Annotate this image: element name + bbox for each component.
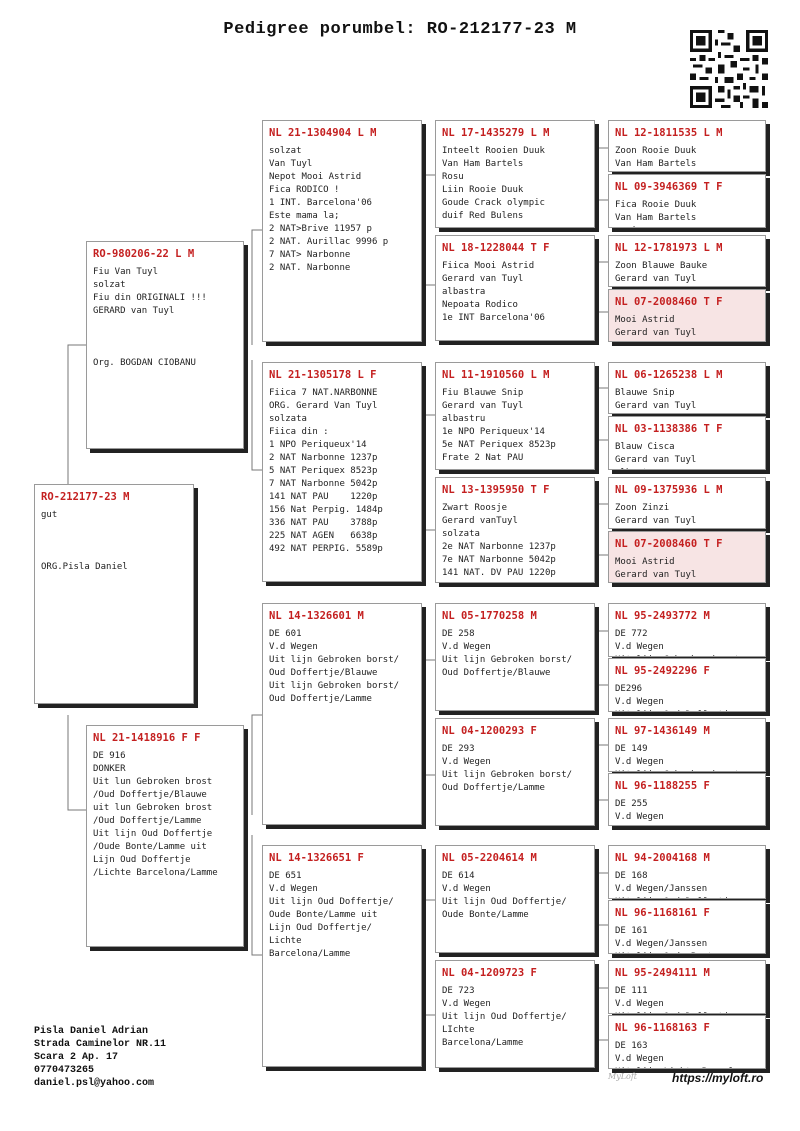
pigeon-info: Fiu Blauwe Snip Gerard van Tuyl albastru 1e NPO Periqueux'14 5e NAT Periquex 8523p Frate 2 Nat PAU (442, 388, 556, 463)
ring-number: NL 21-1418916 F F (93, 732, 201, 744)
pedigree-card-gen5[interactable] (608, 603, 766, 657)
page-title: Pedigree porumbel: RO-212177-23 M (223, 20, 577, 39)
pedigree-card-gen5[interactable] (608, 773, 766, 826)
owner-phone: 0770473265 (34, 1065, 95, 1076)
pigeon-info: DE296 V.d Wegen (615, 684, 664, 707)
pedigree-card-gen4[interactable] (435, 235, 595, 341)
pigeon-info: DE 651 V.d Wegen Uit lijn Oud Doffertje/ Oude Bonte/Lamme uit Lijn Oud Doffertje/ Lichte Barcelona/Lamme (269, 871, 394, 959)
pedigree-card-gen3[interactable] (262, 120, 422, 342)
pigeon-info: DE 149 V.d Wegen (615, 744, 664, 767)
pedigree-card-gen5[interactable] (608, 845, 766, 899)
pigeon-info: Zoon Zinzi Gerard van Tuyl (615, 503, 697, 526)
pigeon-info: Zwart Roosje Gerard vanTuyl solzata 2e NAT Narbonne 1237p 7e NAT Narbonne 5042p 141 NAT. DV PAU 1220p (442, 503, 556, 578)
pedigree-card-gen5[interactable] (608, 658, 766, 712)
ring-number: NL 96-1168163 F (615, 1022, 710, 1034)
pedigree-card-gen3[interactable] (262, 603, 422, 825)
pigeon-info: gut ORG.Pisla Daniel (41, 510, 128, 572)
ring-number: NL 12-1781973 L M (615, 242, 723, 254)
ring-number: NL 95-2494111 M (615, 967, 710, 979)
ring-number: NL 17-1435279 L M (442, 127, 550, 139)
pedigree-card-gen5[interactable] (608, 120, 766, 172)
ring-number: NL 95-2493772 M (615, 610, 710, 622)
pigeon-info: DE 161 V.d Wegen/Janssen (615, 926, 708, 949)
pedigree-card-gen5[interactable] (608, 235, 766, 287)
ring-number: NL 05-2204614 M (442, 852, 537, 864)
pigeon-info: Mooi Astrid Gerard van Tuyl (615, 315, 697, 338)
ring-number: NL 21-1304904 L M (269, 127, 377, 139)
pigeon-info: Zoon Rooie Duuk Van Ham Bartels (615, 146, 697, 169)
ring-number: NL 95-2492296 F (615, 665, 710, 677)
ring-number: NL 96-1168161 F (615, 907, 710, 919)
owner-contact-block (34, 1025, 166, 1090)
ring-number: NL 07-2008460 T F (615, 296, 723, 308)
ring-number: NL 94-2004168 M (615, 852, 710, 864)
pedigree-card-gen4[interactable] (435, 960, 595, 1068)
pedigree-card-gen5[interactable] (608, 174, 766, 228)
owner-name: Pisla Daniel Adrian (34, 1026, 149, 1037)
ring-number: NL 04-1209723 F (442, 967, 537, 979)
pigeon-info: DE 168 V.d Wegen/Janssen (615, 871, 708, 894)
pigeon-info: Fiica Mooi Astrid Gerard van Tuyl albastra Nepoata Rodico 1e INT Barcelona'06 (442, 261, 545, 323)
ring-number: NL 12-1811535 L M (615, 127, 723, 139)
ring-number: NL 97-1436149 M (615, 725, 710, 737)
pedigree-card-dam[interactable] (86, 725, 244, 947)
ring-number: NL 09-1375936 L M (615, 484, 723, 496)
pedigree-card-gen3[interactable] (262, 362, 422, 582)
pigeon-info: Blauw Cisca Gerard van Tuyl (615, 442, 697, 465)
pedigree-card-gen5[interactable] (608, 416, 766, 470)
ring-number: NL 07-2008460 T F (615, 538, 723, 550)
pedigree-card-gen4[interactable] (435, 718, 595, 826)
pigeon-info: DE 293 V.d Wegen Uit lijn Gebroken borst/ Oud Doffertje/Lamme (442, 744, 573, 793)
pedigree-card-gen5[interactable] (608, 900, 766, 954)
owner-address: Scara 2 Ap. 17 (34, 1052, 119, 1063)
ring-number: RO-212177-23 M (41, 491, 130, 503)
pigeon-info: Zoon Blauwe Bauke Gerard van Tuyl (615, 261, 708, 284)
pedigree-card-gen4[interactable] (435, 603, 595, 711)
pedigree-card-gen5[interactable] (608, 477, 766, 529)
pedigree-card-gen5[interactable] (608, 960, 766, 1014)
pigeon-info: DE 255 V.d Wegen (615, 799, 664, 822)
ring-number: NL 06-1265238 L M (615, 369, 723, 381)
ring-number: NL 04-1200293 F (442, 725, 537, 737)
ring-number: NL 13-1395950 T F (442, 484, 550, 496)
pedigree-card-gen4[interactable] (435, 845, 595, 953)
ring-number: NL 14-1326601 M (269, 610, 364, 622)
ring-number: NL 18-1228044 T F (442, 242, 550, 254)
pedigree-card-gen5[interactable] (608, 718, 766, 772)
owner-email[interactable]: daniel.psl@yahoo.com (34, 1078, 155, 1089)
pedigree-card-gen4[interactable] (435, 120, 595, 228)
pigeon-info: solzat Van Tuyl Nepot Mooi Astrid Fica RODICO ! 1 INT. Barcelona'06 Este mama la; 2 NAT>Brive 11957 p 2 NAT. Aurillac 9996 p 7 NAT> Narbonne 2 NAT. Narbonne (269, 146, 389, 273)
pigeon-info: DE 601 V.d Wegen Uit lijn Gebroken borst/ Oud Doffertje/Blauwe Uit lijn Gebroken borst/ Oud Doffertje/Lamme (269, 629, 400, 704)
pedigree-card-gen4[interactable] (435, 477, 595, 583)
ring-number: RO-980206-22 L M (93, 248, 195, 260)
pedigree-card-sire[interactable] (86, 241, 244, 449)
pigeon-info: Inteelt Rooien Duuk Van Ham Bartels Rosu Liin Rooie Duuk Goude Crack olympic duif Red Bulens (442, 146, 545, 221)
ring-number: NL 14-1326651 F (269, 852, 364, 864)
pigeon-info: Blauwe Snip Gerard van Tuyl (615, 388, 697, 411)
ring-number: NL 09-3946369 T F (615, 181, 723, 193)
pigeon-info: Fiica 7 NAT.NARBONNE ORG. Gerard Van Tuyl solzata Fiica din : 1 NPO Periqueux'14 2 NAT Narbonne 1237p 5 NAT Periquex 8523p 7 NAT Narbonne 5042p 141 NAT PAU 1220p 156 Nat Perpig. 1484p 336 NAT PAU 3788p 225 NAT AGEN 6638p 492 NAT PERPIG. 5589p (269, 388, 383, 554)
ring-number: NL 03-1138386 T F (615, 423, 723, 435)
myloft-logo: MyLoft (608, 1072, 638, 1081)
ring-number: NL 11-1910560 L M (442, 369, 550, 381)
pigeon-info: DE 916 DONKER Uit lun Gebroken brost /Oud Doffertje/Blauwe uit lun Gebroken brost /Oud Doffertje/Lamme Uit lijn Oud Doffertje /Oude Bonte/Lamme uit Lijn Oud Doffertje /Lichte Barcelona/Lamme (93, 751, 218, 878)
pedigree-card-gen5-highlighted[interactable] (608, 289, 766, 342)
ring-number: NL 21-1305178 L F (269, 369, 377, 381)
owner-street: Strada Caminelor NR.11 (34, 1039, 167, 1050)
pigeon-info: DE 258 V.d Wegen Uit lijn Gebroken borst/ Oud Doffertje/Blauwe (442, 629, 573, 678)
pedigree-card-gen5-highlighted[interactable] (608, 531, 766, 583)
pigeon-info: Fiu Van Tuyl solzat Fiu din ORIGINALI !!! GERARD van Tuyl Org. BOGDAN CIOBANU (93, 267, 207, 368)
pigeon-info: Fica Rooie Duuk Van Ham Bartels (615, 200, 697, 223)
ring-number: NL 05-1770258 M (442, 610, 537, 622)
pedigree-card-subject[interactable] (34, 484, 194, 704)
pigeon-info: DE 723 V.d Wegen Uit lijn Oud Doffertje/ LIchte Barcelona/Lamme (442, 986, 567, 1048)
pedigree-card-gen4[interactable] (435, 362, 595, 470)
pigeon-info: DE 111 V.d Wegen (615, 986, 664, 1009)
website-link[interactable]: https://myloft.ro (672, 1071, 764, 1085)
pigeon-info: DE 614 V.d Wegen Uit lijn Oud Doffertje/ Oude Bonte/Lamme (442, 871, 567, 920)
pigeon-info: DE 772 V.d Wegen (615, 629, 664, 652)
pedigree-card-gen3[interactable] (262, 845, 422, 1067)
pedigree-card-gen5[interactable] (608, 362, 766, 414)
pedigree-card-gen5[interactable] (608, 1015, 766, 1069)
pigeon-info: Mooi Astrid Gerard van Tuyl (615, 557, 697, 580)
ring-number: NL 96-1188255 F (615, 780, 710, 792)
pigeon-info: DE 163 V.d Wegen (615, 1041, 664, 1064)
